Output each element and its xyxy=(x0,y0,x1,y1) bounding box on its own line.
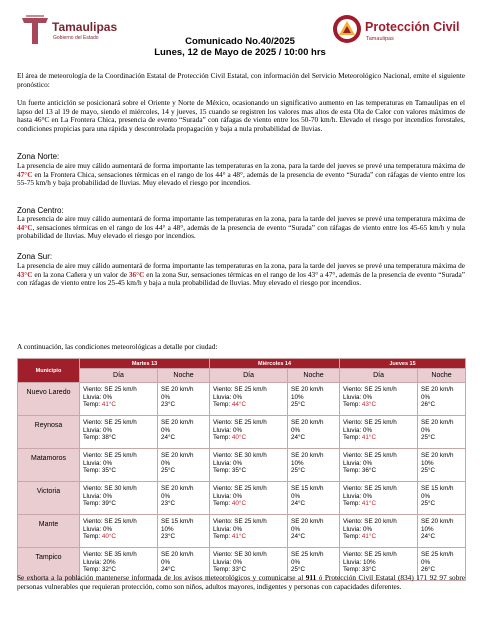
noche-header: Noche xyxy=(288,369,340,383)
wind-value: SE 20 km/h xyxy=(291,386,324,393)
rain-value: Lluvia: 0% xyxy=(213,525,243,533)
temp-value: 25°C xyxy=(291,467,306,475)
night-forecast-cell xyxy=(418,482,466,515)
wind-value: Viento: SE 30 km/h xyxy=(213,551,267,558)
temp-value: 26°C xyxy=(421,401,436,409)
rain-value: Lluvia: 0% xyxy=(343,459,373,467)
temp-line xyxy=(421,533,465,541)
wind-value: Viento: SE 25 km/h xyxy=(343,485,397,492)
rain-value: Lluvia: 10% xyxy=(343,558,376,566)
night-forecast-cell xyxy=(288,416,340,449)
wind-value: SE 20 km/h xyxy=(161,551,194,558)
wind-value: Viento: SE 25 km/h xyxy=(213,386,267,393)
wind-value: SE 25 km/h xyxy=(291,551,324,558)
night-forecast-cell xyxy=(158,449,210,482)
table-row xyxy=(18,482,466,515)
wind-value: Viento: SE 25 km/h xyxy=(213,419,267,426)
night-forecast-cell xyxy=(158,383,210,416)
rain-value: 10% xyxy=(421,525,434,533)
temp-line: Temp: 40°C xyxy=(213,434,246,442)
wind-value: Viento: SE 30 km/h xyxy=(83,485,137,492)
night-forecast-cell xyxy=(158,515,210,548)
rain-value: 0% xyxy=(421,426,431,434)
rain-value: 0% xyxy=(291,525,301,533)
temp-value: 23°C xyxy=(161,533,176,541)
rain-value: 10% xyxy=(161,525,174,533)
wind-value: SE 20 km/h xyxy=(161,419,194,426)
temp-line xyxy=(161,500,209,508)
temp-value: 44°C xyxy=(231,401,246,409)
wind-value: Viento: SE 25 km/h xyxy=(343,452,397,459)
day-header-jueves: Jueves 15 xyxy=(340,359,466,369)
communique-number: Comunicado No.40/2025 xyxy=(185,36,295,47)
rain-value: 10% xyxy=(291,393,304,401)
temp-line xyxy=(291,401,339,409)
right-logo-sub: Tamaulipas xyxy=(366,36,394,42)
night-forecast-cell xyxy=(418,515,466,548)
night-forecast-cell xyxy=(288,449,340,482)
city-name: Mante xyxy=(18,515,80,548)
temp-value: 32°C xyxy=(101,566,116,574)
temp-value: 24°C xyxy=(291,500,306,508)
wind-value: SE 20 km/h xyxy=(291,419,324,426)
table-row xyxy=(18,515,466,548)
temp-line xyxy=(161,401,209,409)
zone-sur-text: La presencia de aire muy cálido aumentará de forma importante las temperaturas en la zona, para la tarde del jueves se prevé una temperatura máxima de 43°C en la zona Cañera y un valor de 36°C en la zona Sur, sensaciones térmicas en el rango de los 43° a 47°, además de la presencia de evento “Surada” con ráfagas de viento entre los 25-45 km/h y baja a nula probabilidad de lluvias. Muy elevado el riesgo por incendios. xyxy=(17,261,465,288)
wind-value: SE 20 km/h xyxy=(421,386,454,393)
wind-value: Viento: SE 25 km/h xyxy=(343,386,397,393)
rain-value: Lluvia: 0% xyxy=(83,492,113,500)
temp-line xyxy=(421,467,465,475)
wind-value: SE 20 km/h xyxy=(291,452,324,459)
temp-line xyxy=(161,467,209,475)
zone-centro-title: Zona Centro: xyxy=(17,206,64,215)
temp-line: Temp: 35°C xyxy=(213,467,246,475)
municipio-header: Municipio xyxy=(18,359,80,383)
temp-line: Temp: 33°C xyxy=(343,566,376,574)
day-forecast-cell xyxy=(210,482,288,515)
rain-value: 0% xyxy=(291,492,301,500)
temp-value: 24°C xyxy=(291,533,306,541)
wind-value: Viento: SE 25 km/h xyxy=(343,551,397,558)
temp-value: 23°C xyxy=(161,401,176,409)
temp-line: Temp: 40°C xyxy=(213,500,246,508)
temp-line xyxy=(291,533,339,541)
noche-header: Noche xyxy=(158,369,210,383)
temp-line xyxy=(421,401,465,409)
temp-value: 24°C xyxy=(161,434,176,442)
wind-value: SE 20 km/h xyxy=(421,452,454,459)
rain-value: Lluvia: 0% xyxy=(213,426,243,434)
rain-value: Lluvia: 0% xyxy=(83,525,113,533)
temp-line: Temp: 33°C xyxy=(213,566,246,574)
rain-value: 0% xyxy=(421,558,431,566)
temp-line: Temp: 41°C xyxy=(343,434,376,442)
rain-value: 0% xyxy=(161,558,171,566)
night-forecast-cell xyxy=(418,416,466,449)
intro-paragraph: El área de meteorología de la Coordinación Estatal de Protección Civil Estatal, con información del Servicio Meteorológico Nacional, emite el siguiente pronóstico: xyxy=(17,71,465,89)
temp-line: Temp: 32°C xyxy=(83,566,116,574)
day-forecast-cell xyxy=(340,449,418,482)
rain-value: Lluvia: 0% xyxy=(213,492,243,500)
temp-value: 41°C xyxy=(361,434,376,442)
wind-value: Viento: SE 30 km/h xyxy=(213,452,267,459)
zone-sur-title: Zona Sur: xyxy=(17,252,53,261)
city-name: Victoria xyxy=(18,482,80,515)
day-header-martes: Martes 13 xyxy=(80,359,210,369)
table-row xyxy=(18,449,466,482)
temp-line: Temp: 39°C xyxy=(83,500,116,508)
night-forecast-cell xyxy=(288,383,340,416)
table-row xyxy=(18,383,466,416)
temp-line xyxy=(291,467,339,475)
wind-value: SE 20 km/h xyxy=(421,419,454,426)
rain-value: 0% xyxy=(161,393,171,401)
zone-centro-text: La presencia de aire muy cálido aumentará de forma importante las temperaturas en la zona, para la tarde del jueves se prevé una temperatura máxima de 44°C, sensaciones térmicas en el rango de los 44° a 48°, además de la presencia de evento “Surada” con ráfagas de viento entre los 45-65 km/h y nula probabilidad de lluvias. Muy elevado el riesgo por incendios. xyxy=(17,214,465,241)
temp-line xyxy=(421,500,465,508)
dia-header: Día xyxy=(80,369,158,383)
temp-value: 40°C xyxy=(231,500,246,508)
rain-value: 0% xyxy=(161,492,171,500)
temp-line: Temp: 36°C xyxy=(343,467,376,475)
temp-value: 39°C xyxy=(101,500,116,508)
temp-value: 25°C xyxy=(421,434,436,442)
summary-paragraph: Un fuerte anticiclón se posicionará sobre el Oriente y Norte de México, ocasionando un significativo aumento en las temperaturas en Tamaulipas en el lapso del 13 al 19 de mayo, siendo el miércoles, 14 y jueves, 15 cuando se registren los valores mas altos de esta Ola de Calor con valores máximos de hasta 46°C en La Frontera Chica, presencia de evento “Surada” con ráfagas de viento entre los 50-70 km/h. Elevado el riesgo por incendios forestales, condiciones propicias para una rápida y descontrolada propagación y baja a nula probabilidad de lluvias. xyxy=(17,98,465,133)
rain-value: Lluvia: 0% xyxy=(343,426,373,434)
temp-value: 40°C xyxy=(101,533,116,541)
wind-value: Viento: SE 25 km/h xyxy=(83,419,137,426)
wind-value: Viento: SE 25 km/h xyxy=(83,386,137,393)
temp-value: 41°C xyxy=(231,533,246,541)
rain-value: Lluvia: 0% xyxy=(83,426,113,434)
communique-date: Lunes, 12 de Mayo de 2025 / 10:00 hrs xyxy=(154,47,326,58)
wind-value: SE 25 km/h xyxy=(421,551,454,558)
day-forecast-cell xyxy=(340,515,418,548)
temp-value: 33°C xyxy=(361,566,376,574)
temp-line: Temp: 43°C xyxy=(343,401,376,409)
temp-value: 38°C xyxy=(101,434,116,442)
rain-value: Lluvia: 0% xyxy=(213,393,243,401)
footer-paragraph: Se exhorta a la población mantenerse informada de los avisos meteorológicos y comunicarse al 911 ó Protección Civil Estatal (834) 171 92 97 sobre personas vulnerables que requieran protección, como son niños, adultos mayores, indigentes y personas con capacidades diferentes. xyxy=(17,573,466,591)
night-forecast-cell xyxy=(288,482,340,515)
temp-line xyxy=(161,434,209,442)
rain-value: Lluvia: 0% xyxy=(83,393,113,401)
temp-value: 25°C xyxy=(291,401,306,409)
day-forecast-cell xyxy=(80,416,158,449)
emergency-number: 911 xyxy=(305,573,317,582)
wind-value: Viento: SE 25 km/h xyxy=(213,485,267,492)
day-forecast-cell xyxy=(210,515,288,548)
night-forecast-cell xyxy=(288,515,340,548)
city-name: Tampico xyxy=(18,548,80,581)
temp-line xyxy=(161,533,209,541)
right-logo-name: Protección Civil xyxy=(365,20,460,34)
wind-value: Viento: SE 25 km/h xyxy=(83,452,137,459)
rain-value: 10% xyxy=(291,459,304,467)
table-row xyxy=(18,416,466,449)
temp-value: 25°C xyxy=(291,566,306,574)
temp-line: Temp: 41°C xyxy=(83,401,116,409)
temp-line xyxy=(421,434,465,442)
temp-line: Temp: 41°C xyxy=(343,500,376,508)
temp-value: 41°C xyxy=(361,500,376,508)
wind-value: Viento: SE 25 km/h xyxy=(83,518,137,525)
left-logo-sub: Gobierno del Estado xyxy=(53,35,99,41)
rain-value: 10% xyxy=(421,459,434,467)
rain-value: 0% xyxy=(421,393,431,401)
rain-value: 0% xyxy=(291,426,301,434)
temp-value: 25°C xyxy=(421,500,436,508)
rain-value: Lluvia: 0% xyxy=(213,459,243,467)
wind-value: SE 15 km/h xyxy=(421,485,454,492)
temp-value: 35°C xyxy=(101,467,116,475)
zone-norte-max-temp: 47°C xyxy=(17,169,33,179)
day-forecast-cell xyxy=(80,482,158,515)
temp-value: 23°C xyxy=(161,500,176,508)
wind-value: SE 15 km/h xyxy=(291,485,324,492)
wind-value: Viento: SE 25 km/h xyxy=(213,518,267,525)
zone-sur-max-temp-sur: 36°C xyxy=(128,269,145,279)
zone-sur-max-temp-canera: 43°C xyxy=(17,269,33,279)
temp-value: 26°C xyxy=(421,566,436,574)
day-forecast-cell xyxy=(340,383,418,416)
temp-value: 43°C xyxy=(361,401,376,409)
rain-value: 0% xyxy=(421,492,431,500)
temp-line xyxy=(291,434,339,442)
noche-header: Noche xyxy=(418,369,466,383)
temp-value: 24°C xyxy=(161,566,176,574)
day-forecast-cell xyxy=(210,383,288,416)
wind-value: SE 15 km/h xyxy=(161,518,194,525)
dia-header: Día xyxy=(340,369,418,383)
day-forecast-cell xyxy=(210,449,288,482)
wind-value: SE 20 km/h xyxy=(161,386,194,393)
zone-norte-text: La presencia de aire muy cálido aumentará de forma importante las temperaturas en la zona, para la tarde del jueves se prevé una temperatura máxima de 47°C en la Frontera Chica, sensaciones térmicas en el rango de los 44° a 48°, además de la presencia de evento “Surada” con ráfagas de viento entre los 55-75 km/h y baja probabilidad de lluvias. Muy elevado el riesgo por incendios. xyxy=(17,161,465,188)
table-intro: A continuación, las condiciones meteorológicas a detalle por ciudad: xyxy=(17,342,218,351)
zone-centro-max-temp: 44°C xyxy=(17,222,33,232)
temp-value: 41°C xyxy=(361,533,376,541)
city-name: Nuevo Laredo xyxy=(18,383,80,416)
day-forecast-cell xyxy=(80,515,158,548)
city-name: Matamoros xyxy=(18,449,80,482)
temp-line xyxy=(291,500,339,508)
rain-value: 0% xyxy=(291,558,301,566)
temp-value: 35°C xyxy=(231,467,246,475)
temp-value: 40°C xyxy=(231,434,246,442)
rain-value: Lluvia: 0% xyxy=(343,525,373,533)
night-forecast-cell xyxy=(158,416,210,449)
temp-line: Temp: 41°C xyxy=(343,533,376,541)
city-name: Reynosa xyxy=(18,416,80,449)
day-forecast-cell xyxy=(80,383,158,416)
rain-value: Lluvia: 0% xyxy=(83,459,113,467)
wind-value: Viento: SE 20 km/h xyxy=(343,518,397,525)
night-forecast-cell xyxy=(158,482,210,515)
rain-value: 0% xyxy=(161,426,171,434)
dia-header: Día xyxy=(210,369,288,383)
zone-norte-title: Zona Norte: xyxy=(17,152,60,161)
wind-value: Viento: SE 25 km/h xyxy=(343,419,397,426)
night-forecast-cell xyxy=(418,383,466,416)
left-logo-name: Tamaulipas xyxy=(52,20,118,34)
rain-value: Lluvia: 20% xyxy=(83,558,116,566)
wind-value: SE 20 km/h xyxy=(421,518,454,525)
rain-value: Lluvia: 0% xyxy=(213,558,243,566)
rain-value: Lluvia: 0% xyxy=(343,393,373,401)
day-forecast-cell xyxy=(210,416,288,449)
day-forecast-cell xyxy=(80,449,158,482)
temp-value: 25°C xyxy=(161,467,176,475)
temp-value: 33°C xyxy=(231,566,246,574)
temp-line: Temp: 38°C xyxy=(83,434,116,442)
wind-value: Viento: SE 35 km/h xyxy=(83,551,137,558)
day-forecast-cell xyxy=(340,482,418,515)
weather-table xyxy=(17,358,466,581)
rain-value: Lluvia: 0% xyxy=(343,492,373,500)
temp-value: 41°C xyxy=(101,401,116,409)
temp-value: 36°C xyxy=(361,467,376,475)
rain-value: 0% xyxy=(161,459,171,467)
wind-value: SE 20 km/h xyxy=(291,518,324,525)
temp-value: 24°C xyxy=(421,533,436,541)
temp-line: Temp: 35°C xyxy=(83,467,116,475)
temp-value: 24°C xyxy=(291,434,306,442)
day-forecast-cell xyxy=(340,416,418,449)
temp-line: Temp: 41°C xyxy=(213,533,246,541)
temp-value: 25°C xyxy=(421,467,436,475)
wind-value: SE 20 km/h xyxy=(161,485,194,492)
day-header-miercoles: Miércoles 14 xyxy=(210,359,340,369)
temp-line: Temp: 44°C xyxy=(213,401,246,409)
night-forecast-cell xyxy=(418,449,466,482)
temp-line: Temp: 40°C xyxy=(83,533,116,541)
wind-value: SE 20 km/h xyxy=(161,452,194,459)
